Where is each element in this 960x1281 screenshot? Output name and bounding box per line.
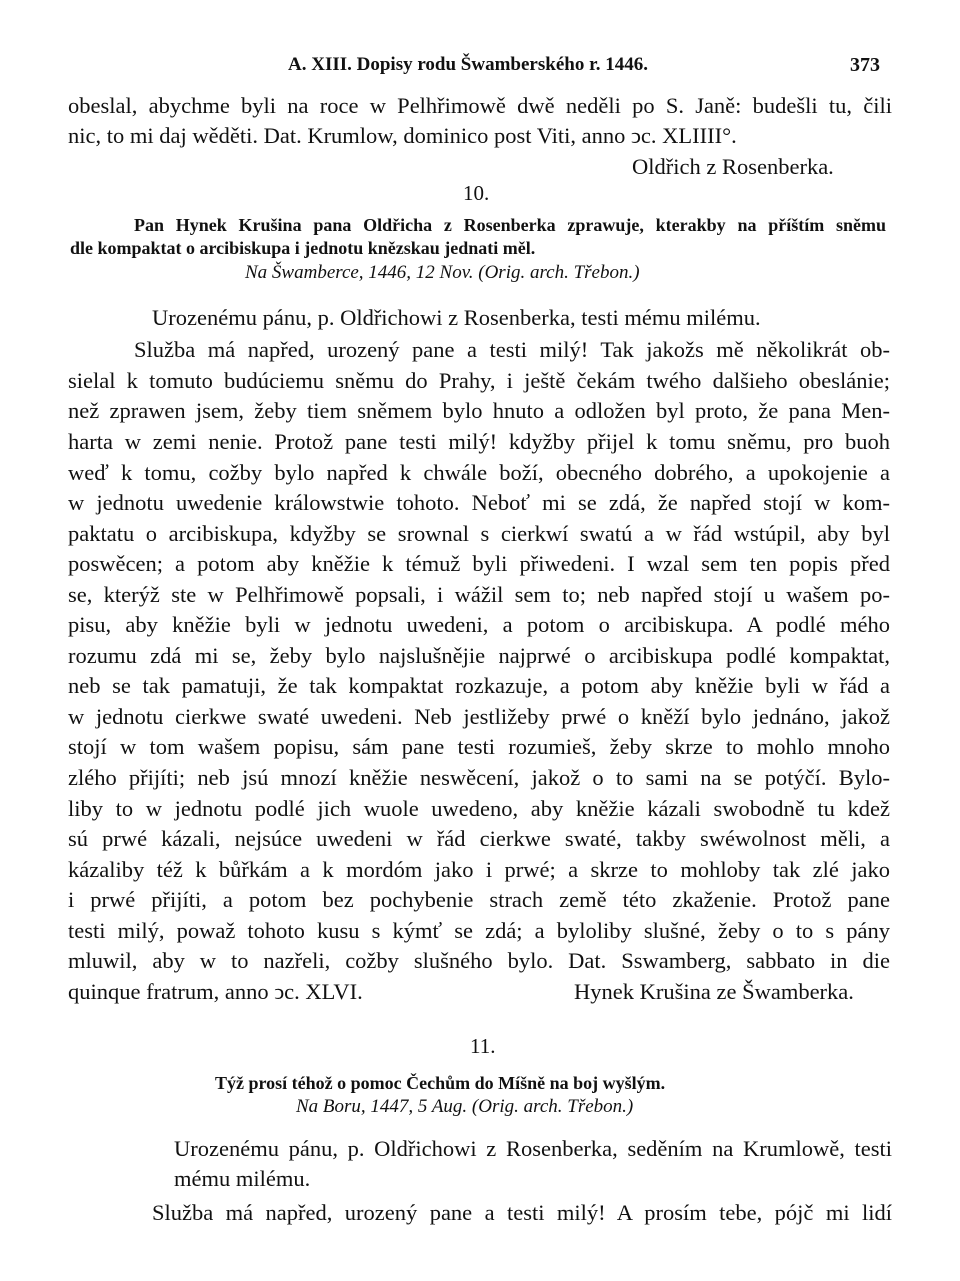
text-line: quinque fratrum, anno ↄc. XLVI.: [68, 979, 363, 1004]
text-line: poswěcen; a potom aby kněžie k témuž byli přiwedeni. I wzal sem ten popis před: [68, 551, 890, 576]
text-line: paktatu o arcibiskupa, kdyžby se srownal s cierkwí swatú a w řád wstúpil, aby byl: [68, 521, 890, 546]
text-line: rozumu zdá mi se, žeby bylo najslušnějie najprwé o arcibiskupa podlé kompaktat,: [68, 643, 890, 668]
signature: Oldřich z Rosenberka.: [632, 154, 834, 179]
text-line: i prwé přijíti, a potom bez pochybenie strach země této zkaženie. Protož pane: [68, 887, 890, 912]
letter-summary: Týž prosí téhož o pomoc Čechům do Míšně na boj wyšlým.: [215, 1073, 666, 1093]
text-line: harta w zemi nenie. Protož pane testi milý! kdyžby přijel k tomu sněmu, pro buoh: [68, 429, 890, 454]
text-line: w jednotu cierkwe swaté uwedeni. Neb jestližeby prwé o kněží bylo jednáno, jakož: [68, 704, 890, 729]
signature: Hynek Krušina ze Šwamberka.: [574, 979, 854, 1004]
text-line: než zprawen jsem, žeby tiem sněmem bylo hnuto a odložen byl proto, že pana Men-: [68, 398, 890, 423]
text-line: sielal k tomuto budúciemu sněmu do Prahy, i ještě čekám twého dalšieho obeslánie;: [68, 368, 890, 393]
letter-address: mému milému.: [174, 1166, 311, 1191]
text-line: w jednotu uwedenie králowstwie tohoto. Neboť mi se zdá, že napřed stojí w kom-: [68, 490, 890, 515]
text-line: nic, to mi daj wěděti. Dat. Krumlow, dominico post Viti, anno ↄc. XLIIII°.: [68, 123, 737, 148]
text-line: sú prwé kázali, nejsúce uwedeni w řád cierkwe swaté, takby swéwolnost měli, a: [68, 826, 890, 851]
text-line: mluwil, aby w to nazřeli, cožby slušného bylo. Dat. Sswamberg, sabbato in die: [68, 948, 890, 973]
letter-number: 11.: [470, 1034, 496, 1058]
letter-source: Na Šwamberce, 1446, 12 Nov. (Orig. arch. Třebon.): [245, 262, 640, 283]
text-line: zlého přijíti; neb jsú mnozí kněžie neswěcení, jakož o to sami na se potýčí. Bylo-: [68, 765, 890, 790]
text-line: pisu, aby kněžie byli w jednotu uwedeni, a potom o arcibiskupa. A podlé mého: [68, 612, 890, 637]
text-line: kázaliby též k bůřkám a k mordóm jako i prwé; a skrze to mohloby tak zlé jako: [68, 857, 890, 882]
letter-source: Na Boru, 1447, 5 Aug. (Orig. arch. Třebon.): [296, 1096, 634, 1117]
running-head: A. XIII. Dopisy rodu Šwamberského r. 1446.: [288, 54, 649, 75]
text-line: weď k tomu, cožby bylo napřed k chwále boží, obecného dobrého, a upokojenie a: [68, 460, 890, 485]
text-line: liby to w jednotu podlé jich wuole uwedeno, aby kněžie kázali swobodně tu kdež: [68, 796, 890, 821]
letter-summary: dle kompaktat o arcibiskupa i jednotu knězskau jednati měl.: [70, 238, 536, 258]
letter-summary: Pan Hynek Krušina pana Oldřicha z Rosenberka zprawuje, kterakby na příštím sněmu: [134, 215, 886, 235]
letter-number: 10.: [463, 181, 490, 205]
text-line: Služba má napřed, urozený pane a testi milý! A prosím tebe, pójč mi lidí: [152, 1200, 892, 1225]
text-line: Služba má napřed, urozený pane a testi milý! Tak jakožs mě několikrát ob-: [134, 337, 890, 362]
text-line: se, kterýž ste w Pelhřimowě popsali, i wážil sem to; neb napřed stojí u wašem po-: [68, 582, 890, 607]
letter-address: Urozenému pánu, p. Oldřichowi z Rosenberka, testi mému milému.: [152, 305, 761, 330]
text-line: neb se tak pamatuji, že tak kompaktat rozkazuje, a potom aby kněžie byli w řád a: [68, 673, 890, 698]
page-number: 373: [850, 54, 880, 76]
text-line: testi milý, powaž tohoto kusu s kýmť se zdá; a byloliby slušné, žeby o to s pány: [68, 918, 890, 943]
letter-address: Urozenému pánu, p. Oldřichowi z Rosenberka, seděním na Krumlowě, testi: [174, 1136, 892, 1161]
text-line: stojí w tom wašem popisu, sám pane testi rozumieš, žeby skrze to mohlo mnoho: [68, 734, 890, 759]
text-line: obeslal, abychme byli na roce w Pelhřimowě dwě neděli po S. Janě: budešli tu, čili: [68, 93, 892, 118]
